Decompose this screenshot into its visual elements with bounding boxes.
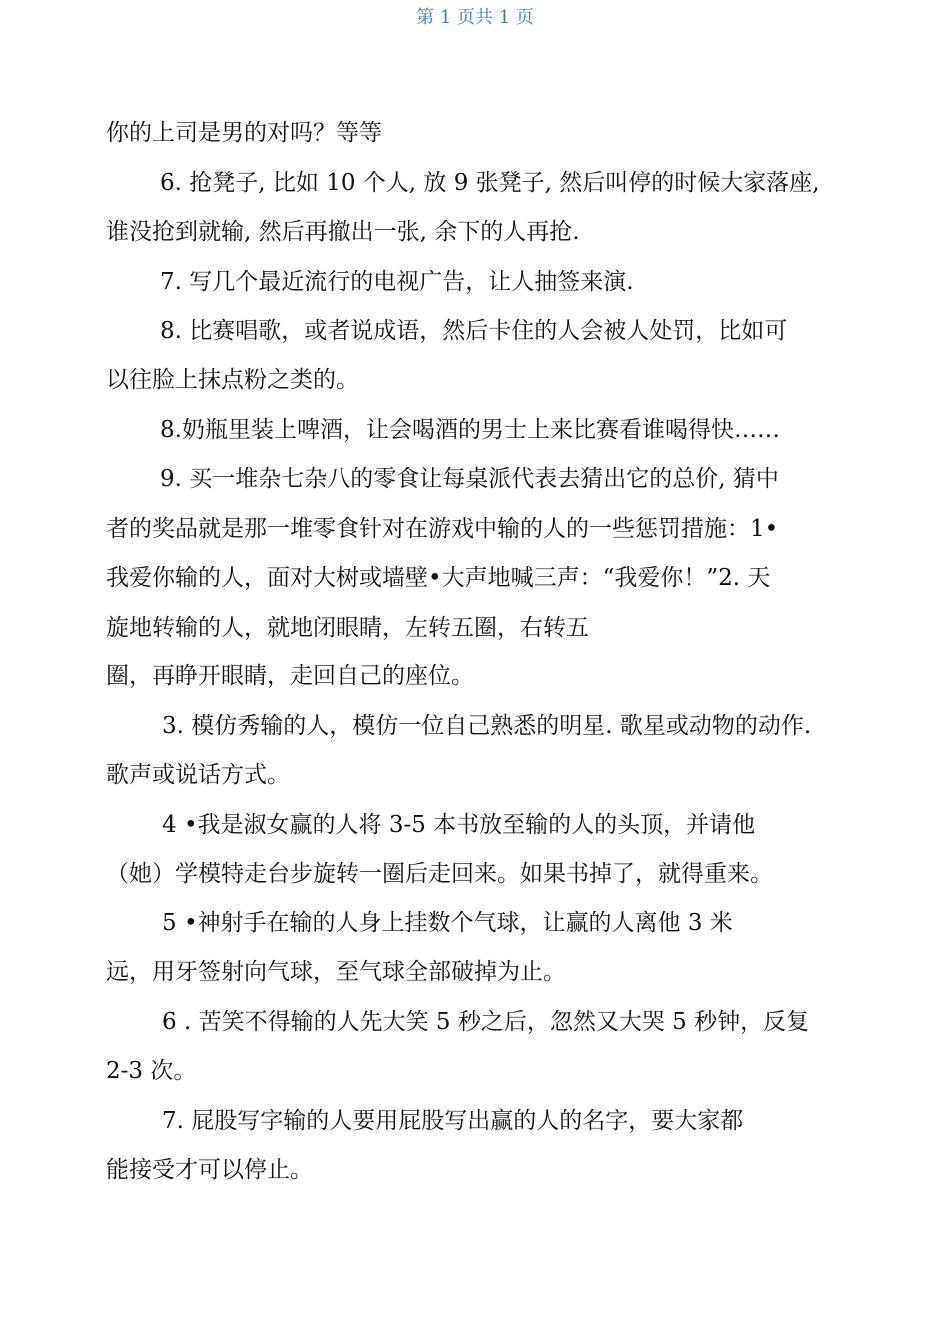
text-line: 以往脸上抹点粉之类的。 <box>106 367 359 393</box>
text-line: 歌声或说话方式。 <box>106 762 290 788</box>
text-line: 能接受才可以停止。 <box>106 1157 313 1183</box>
text-line: 6. 抢凳子, 比如 10 个人, 放 9 张凳子, 然后叫停的时候大家落座, <box>160 170 820 196</box>
text-line: 2-3 次。 <box>106 1058 197 1084</box>
text-line: 8. 比赛唱歌，或者说成语，然后卡住的人会被人处罚，比如可 <box>160 318 788 344</box>
text-line: 4 •我是淑女赢的人将 3-5 本书放至输的人的头顶，并请他 <box>162 812 756 838</box>
text-line: 我爱你输的人，面对大树或墙壁•大声地喊三声：“我爱你！”2. 天 <box>106 565 771 591</box>
text-line: 圈，再睁开眼睛，走回自己的座位。 <box>106 663 474 689</box>
text-line: 者的奖品就是那一堆零食针对在游戏中输的人的一些惩罚措施：1• <box>106 516 779 542</box>
text-line: 6 . 苦笑不得输的人先大笑 5 秒之后，忽然又大哭 5 秒钟，反复 <box>162 1009 810 1035</box>
text-line: 7. 屁股写字输的人要用屁股写出赢的人的名字，要大家都 <box>162 1108 744 1134</box>
page-header: 第 1 页共 1 页 <box>416 7 534 28</box>
text-line: 旋地转输的人，就地闭眼睛，左转五圈，右转五 <box>106 615 589 641</box>
text-line: 5 •神射手在输的人身上挂数个气球，让赢的人离他 3 米 <box>162 910 733 936</box>
text-line: 7. 写几个最近流行的电视广告，让人抽签来演. <box>160 269 634 295</box>
text-line: 你的上司是男的对吗？等等 <box>106 120 382 146</box>
text-line: 8.奶瓶里装上啤酒，让会喝酒的男士上来比赛看谁喝得快…… <box>160 417 780 443</box>
text-line: 谁没抢到就输, 然后再撤出一张, 余下的人再抢. <box>106 219 580 245</box>
text-line: 3. 模仿秀输的人，模仿一位自己熟悉的明星. 歌星或动物的动作. <box>162 713 812 739</box>
text-line: 远，用牙签射向气球，至气球全部破掉为止。 <box>106 959 566 985</box>
text-line: （她）学模特走台步旋转一圈后走回来。如果书掉了，就得重来。 <box>106 861 773 887</box>
text-line: 9. 买一堆杂七杂八的零食让每桌派代表去猜出它的总价, 猜中 <box>160 466 779 492</box>
